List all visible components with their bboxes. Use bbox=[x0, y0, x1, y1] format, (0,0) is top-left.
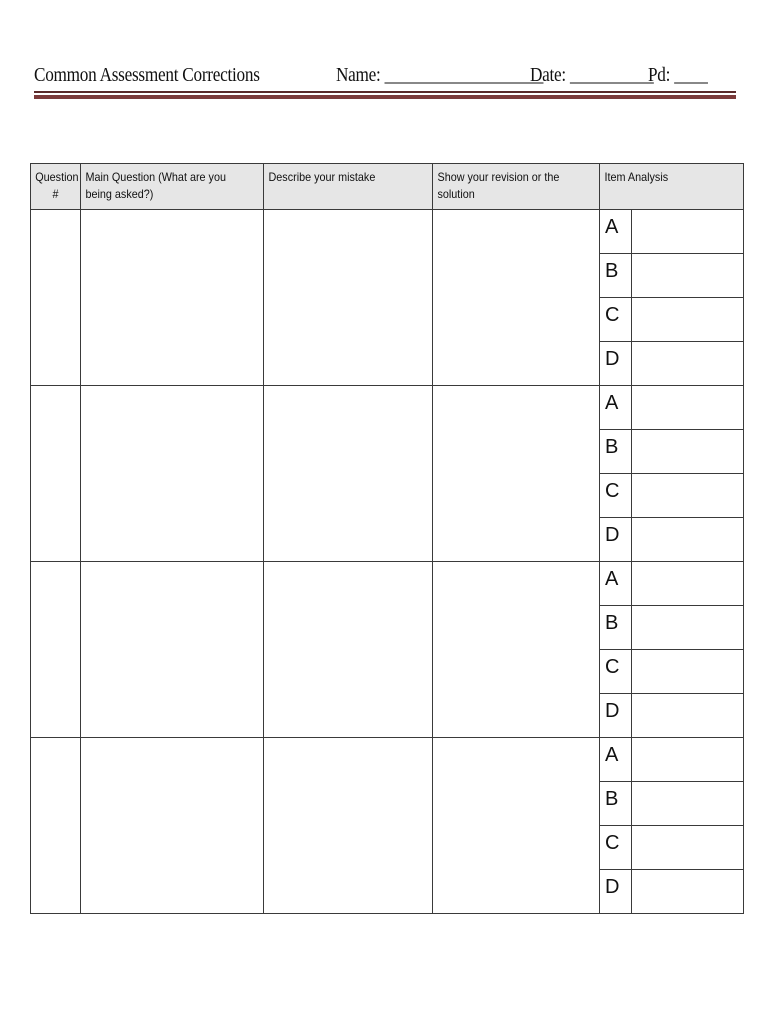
table-row bbox=[31, 562, 744, 606]
choice-letter: D bbox=[600, 342, 632, 386]
main-question-cell[interactable] bbox=[81, 738, 264, 914]
choice-letter: D bbox=[600, 870, 632, 914]
mistake-cell[interactable] bbox=[264, 738, 433, 914]
choice-letter: C bbox=[600, 298, 632, 342]
question-number-cell[interactable] bbox=[31, 210, 81, 386]
main-question-cell[interactable] bbox=[81, 210, 264, 386]
choice-letter: A bbox=[600, 562, 632, 606]
revision-cell[interactable] bbox=[433, 738, 600, 914]
column-header-item-analysis: Item Analysis bbox=[600, 164, 744, 210]
revision-cell[interactable] bbox=[433, 562, 600, 738]
item-analysis-cell[interactable] bbox=[632, 254, 744, 298]
item-analysis-cell[interactable] bbox=[632, 606, 744, 650]
column-header-revision: Show your revision or the solution bbox=[433, 164, 600, 210]
column-header-main-question: Main Question (What are you being asked?) bbox=[81, 164, 264, 210]
header-rule-thin bbox=[34, 91, 736, 93]
period-field-label: Pd: ____ bbox=[648, 64, 708, 86]
table-header-row bbox=[31, 164, 744, 210]
item-analysis-cell[interactable] bbox=[632, 738, 744, 782]
item-analysis-cell[interactable] bbox=[632, 562, 744, 606]
question-number-cell[interactable] bbox=[31, 386, 81, 562]
question-number-cell[interactable] bbox=[31, 738, 81, 914]
choice-letter: A bbox=[600, 386, 632, 430]
choice-letter: C bbox=[600, 826, 632, 870]
date-field-label: Date: __________ bbox=[530, 64, 654, 86]
item-analysis-cell[interactable] bbox=[632, 650, 744, 694]
item-analysis-cell[interactable] bbox=[632, 430, 744, 474]
mistake-cell[interactable] bbox=[264, 562, 433, 738]
revision-cell[interactable] bbox=[433, 386, 600, 562]
item-analysis-cell[interactable] bbox=[632, 782, 744, 826]
mistake-cell[interactable] bbox=[264, 386, 433, 562]
choice-letter: B bbox=[600, 606, 632, 650]
choice-letter: D bbox=[600, 694, 632, 738]
item-analysis-cell[interactable] bbox=[632, 474, 744, 518]
item-analysis-cell[interactable] bbox=[632, 298, 744, 342]
mistake-cell[interactable] bbox=[264, 210, 433, 386]
header-rule-thick bbox=[34, 95, 736, 99]
table-row bbox=[31, 386, 744, 430]
choice-letter: C bbox=[600, 474, 632, 518]
item-analysis-cell[interactable] bbox=[632, 870, 744, 914]
choice-letter: A bbox=[600, 738, 632, 782]
item-analysis-cell[interactable] bbox=[632, 210, 744, 254]
choice-letter: B bbox=[600, 782, 632, 826]
choice-letter: A bbox=[600, 210, 632, 254]
column-header-mistake: Describe your mistake bbox=[264, 164, 433, 210]
choice-letter: D bbox=[600, 518, 632, 562]
choice-letter: B bbox=[600, 254, 632, 298]
worksheet-title: Common Assessment Corrections bbox=[34, 64, 260, 86]
name-field-label: Name: ___________________ bbox=[336, 64, 544, 86]
main-question-cell[interactable] bbox=[81, 386, 264, 562]
question-number-cell[interactable] bbox=[31, 562, 81, 738]
choice-letter: B bbox=[600, 430, 632, 474]
column-header-question-number: Question # bbox=[31, 164, 81, 210]
revision-cell[interactable] bbox=[433, 210, 600, 386]
item-analysis-cell[interactable] bbox=[632, 826, 744, 870]
item-analysis-cell[interactable] bbox=[632, 342, 744, 386]
item-analysis-cell[interactable] bbox=[632, 386, 744, 430]
corrections-table bbox=[30, 163, 744, 914]
item-analysis-cell[interactable] bbox=[632, 518, 744, 562]
table-row bbox=[31, 738, 744, 782]
main-question-cell[interactable] bbox=[81, 562, 264, 738]
choice-letter: C bbox=[600, 650, 632, 694]
item-analysis-cell[interactable] bbox=[632, 694, 744, 738]
table-row bbox=[31, 210, 744, 254]
